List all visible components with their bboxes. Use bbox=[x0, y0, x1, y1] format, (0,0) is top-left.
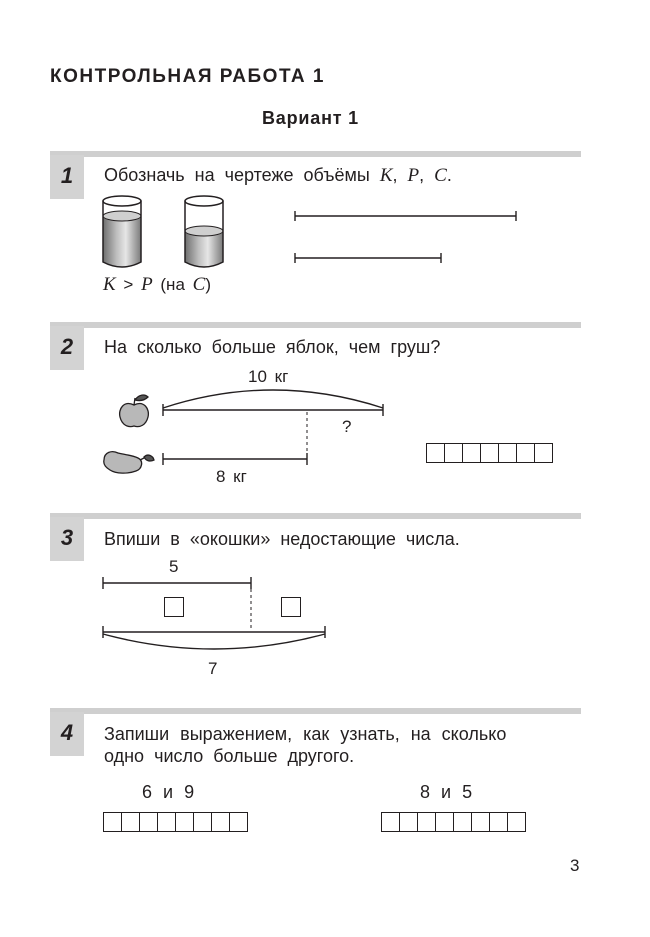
task-1-text: Обозначь на чертеже объёмы K, P, C. bbox=[104, 165, 452, 186]
task-3-bottom-segment bbox=[103, 626, 325, 649]
glass-p-icon bbox=[185, 196, 223, 267]
task-1-segment-long bbox=[295, 211, 516, 221]
task-3-answer-box-right[interactable] bbox=[281, 597, 301, 617]
task-3-top-segment bbox=[103, 577, 251, 589]
task-4-number: 4 bbox=[60, 720, 74, 745]
glass-k-icon bbox=[103, 196, 141, 267]
task-3-text: Впиши в «окошки» недостающие числа. bbox=[104, 529, 460, 549]
task-1-number: 1 bbox=[60, 163, 74, 188]
task-4-left-pair: 6 и 9 bbox=[142, 782, 195, 802]
task-2-pears-segment bbox=[163, 453, 307, 465]
task-4-right-pair: 8 и 5 bbox=[420, 782, 473, 802]
page-number: 3 bbox=[570, 856, 580, 875]
variant-heading: Вариант 1 bbox=[262, 108, 359, 128]
task-2-question-mark: ? bbox=[342, 417, 352, 436]
task-4-right-answer-cells[interactable] bbox=[381, 812, 526, 832]
task-4-header-bar bbox=[50, 708, 581, 714]
task-2-header-bar bbox=[50, 322, 581, 328]
task-2-text: На сколько больше яблок, чем груш? bbox=[104, 337, 441, 357]
task-4-text-line-2: одно число больше другого. bbox=[104, 746, 355, 766]
task-3-bottom-value: 7 bbox=[208, 659, 218, 678]
task-1-volume-relation: K > P (на C) bbox=[103, 274, 211, 295]
task-1-segment-short bbox=[295, 253, 441, 263]
task-3-answer-box-left[interactable] bbox=[164, 597, 184, 617]
task-4-text-line-1: Запиши выражением, как узнать, на сколько bbox=[104, 724, 507, 744]
task-3-header-bar bbox=[50, 513, 581, 519]
page-title: КОНТРОЛЬНАЯ РАБОТА 1 bbox=[50, 66, 325, 87]
task-2-apples-weight: 10 кг bbox=[248, 367, 289, 386]
pear-icon bbox=[104, 452, 154, 473]
task-3-number: 3 bbox=[60, 525, 74, 550]
task-2-pears-weight: 8 кг bbox=[216, 467, 247, 486]
task-2-answer-cells[interactable] bbox=[426, 443, 553, 463]
task-2-number: 2 bbox=[60, 334, 74, 359]
task-2-apples-segment bbox=[163, 390, 383, 416]
apple-icon bbox=[120, 395, 149, 427]
task-3-top-value: 5 bbox=[169, 557, 179, 576]
task-4-left-answer-cells[interactable] bbox=[103, 812, 248, 832]
